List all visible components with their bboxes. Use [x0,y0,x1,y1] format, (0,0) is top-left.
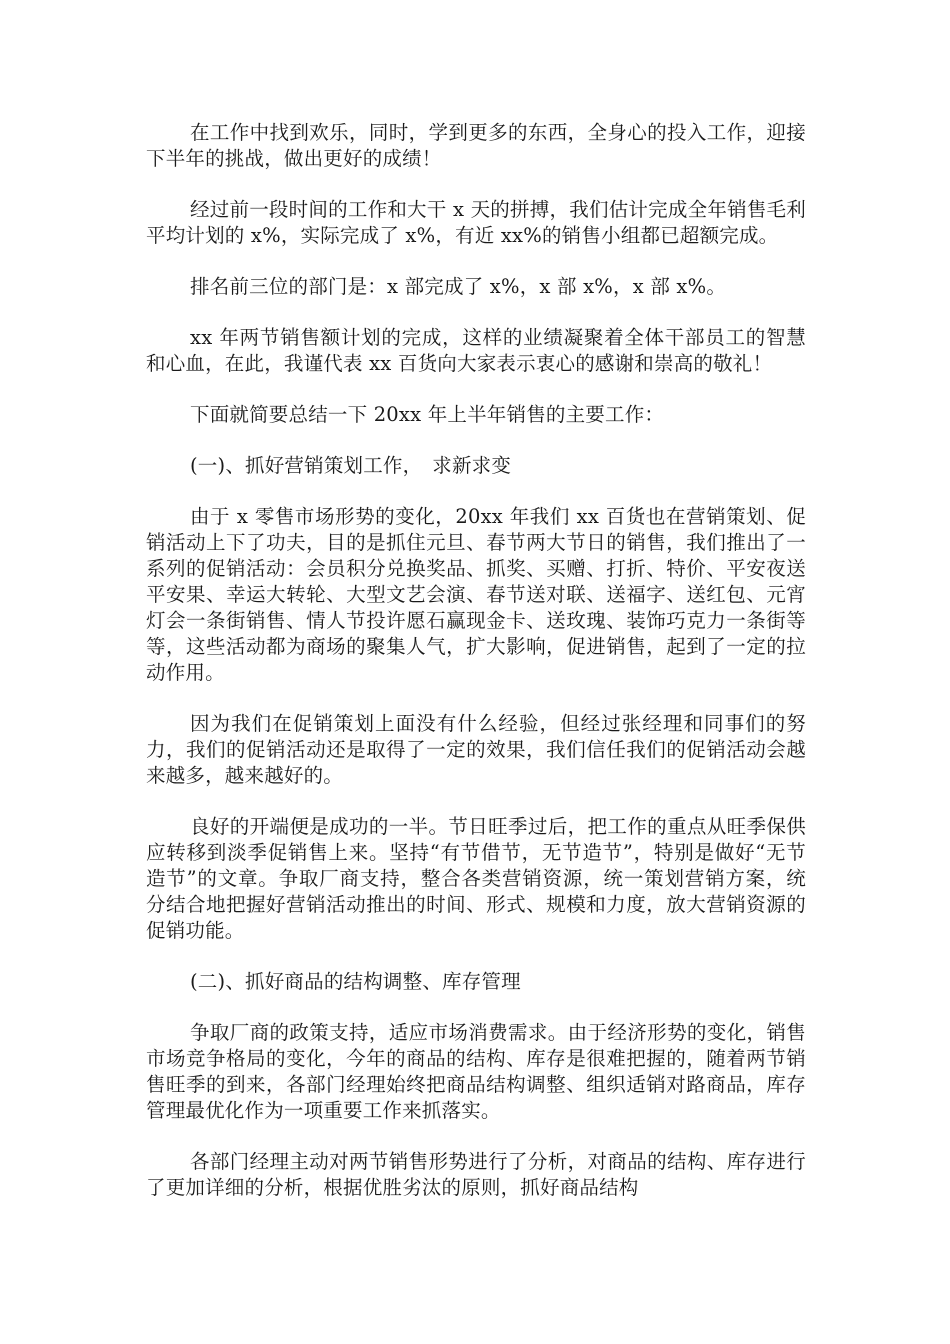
paragraph-2: 经过前一段时间的工作和大干 x 天的拼搏，我们估计完成全年销售毛利平均计划的 x%，实际完成了 x%，有近 xx%的销售小组都已超额完成。 [146,198,806,247]
section-heading-2: (二)、抓好商品的结构调整、库存管理 [190,970,521,993]
paragraph-10: 各部门经理主动对两节销售形势进行了分析，对商品的结构、库存进行了更加详细的分析，根据优胜劣汰的原则，抓好商品结构 [146,1150,806,1199]
document-body [146,120,806,1226]
paragraph-4: xx 年两节销售额计划的完成，这样的业绩凝聚着全体干部员工的智慧和心血，在此，我谨代表 xx 百货向大家表示衷心的感谢和崇高的敬礼！ [146,326,806,375]
paragraph-6: 由于 x 零售市场形势的变化，20xx 年我们 xx 百货也在营销策划、促销活动上下了功夫，目的是抓住元旦、春节两大节日的销售，我们推出了一系列的促销活动：会员积分兑换奖品、抓奖、买赠、打折、特价、平安夜送平安果、幸运大转轮、大型文艺会演、春节送对联、送福字、送红包、元宵灯会一条街销售、情人节投许愿石赢现金卡、送玫瑰、装饰巧克力一条街等等，这些活动都为商场的聚集人气，扩大影响，促进销售，起到了一定的拉动作用。 [146,505,806,684]
paragraph-8: 良好的开端便是成功的一半。节日旺季过后，把工作的重点从旺季保供应转移到淡季促销售上来。坚持“有节借节，无节造节”，特别是做好“无节造节”的文章。争取厂商支持，整合各类营销资源，统一策划营销方案，统分结合地把握好营销活动推出的时间、形式、规模和力度，放大营销资源的促销功能。 [146,815,806,942]
paragraph-3: 排名前三位的部门是：x 部完成了 x%，x 部 x%，x 部 x%。 [190,275,727,298]
paragraph-7: 因为我们在促销策划上面没有什么经验，但经过张经理和同事们的努力，我们的促销活动还是取得了一定的效果，我们信任我们的促销活动会越来越多，越来越好的。 [146,712,806,787]
paragraph-9: 争取厂商的政策支持，适应市场消费需求。由于经济形势的变化，销售市场竞争格局的变化，今年的商品的结构、库存是很难把握的，随着两节销售旺季的到来，各部门经理始终把商品结构调整、组织适销对路商品，库存管理最优化作为一项重要工作来抓落实。 [146,1021,806,1122]
section-heading-1: (一)、抓好营销策划工作， 求新求变 [190,454,512,477]
paragraph-5: 下面就简要总结一下 20xx 年上半年销售的主要工作： [190,403,665,426]
paragraph-1: 在工作中找到欢乐，同时，学到更多的东西，全身心的投入工作，迎接下半年的挑战，做出更好的成绩！ [146,121,806,170]
